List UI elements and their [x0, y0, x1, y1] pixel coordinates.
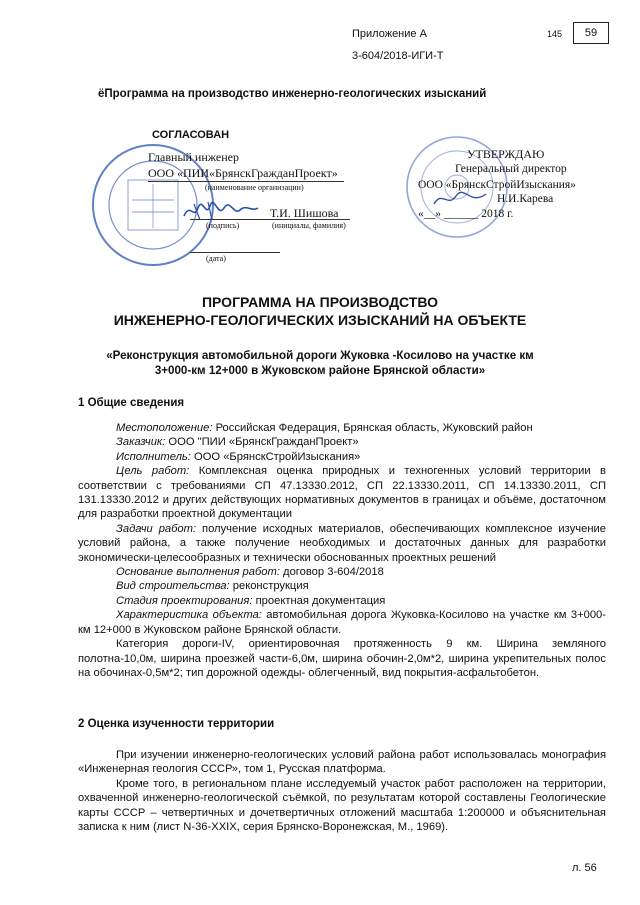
approval-right-name: Н.И.Карева	[497, 193, 554, 205]
approval-left-org: ООО «ПИИ«БрянскГражданПроект»	[148, 166, 344, 182]
approval-left-position: Главный инженер	[148, 150, 239, 164]
category-paragraph: Категория дороги-IV, ориентировочная протяженность 9 км. Ширина земляного полотна-10,0м, ширина проезжей части-6,0м, ширина обочин-2,0м*2, ширина укрепительных полос на обочинах-0,5м*2; тип дорожной одежды- облегченный, вид покрытия-асфальтобетон.	[78, 638, 606, 679]
object-title-line1: «Реконструкция автомобильной дороги Жуковка -Косилово на участке км	[106, 349, 534, 362]
signature-caption: (подпись)	[206, 221, 240, 230]
approval-left-heading: СОГЛАСОВАН	[152, 129, 230, 141]
document-code: 3-604/2018-ИГИ-Т	[352, 50, 444, 62]
section2-paragraph2: Кроме того, в региональном плане исследуемый участок работ расположен на территории, охваченной инженерно-геологической съёмкой, по результатам которой составлены Геологические карты СССР – четвертичных и дочетвертичных отложений масштаба 1:200000 и объяснительная записка к ним (лист N-36-XXIX, серия Брянско-Воронежская, М., 1969).	[78, 777, 606, 834]
object-title-line2: 3+000-км 12+000 в Жуковском районе Брянской области»	[154, 364, 486, 377]
approval-right-date: «__» ______ 2018 г.	[418, 208, 514, 220]
executor-line: Исполнитель: ООО «БрянскСтройИзыскания»	[116, 450, 361, 463]
main-title-line1: ПРОГРАММА НА ПРОИЗВОДСТВО	[201, 294, 439, 310]
section2-body	[78, 748, 606, 834]
section2-heading: 2 Оценка изученности территории	[78, 718, 275, 730]
approval-right-heading: УТВЕРЖДАЮ	[467, 147, 545, 161]
org-caption: (наименование организации)	[205, 183, 304, 192]
signature-line	[190, 219, 350, 220]
customer-line: Заказчик: ООО "ПИИ «БрянскГражданПроект»	[116, 436, 359, 449]
tasks-paragraph: Задачи работ: получение исходных материалов, обеспечивающих комплексное изучение условий района, а также получение необходимых и достаточных данных для разработки экономически-целесообразных и технически обоснованных проектных решений	[78, 522, 606, 564]
page-number-box: 59	[573, 22, 609, 44]
approval-left-name: Т.И. Шишова	[270, 206, 339, 220]
date-caption: (дата)	[206, 254, 226, 263]
name-caption: (инициалы, фамилия)	[272, 221, 346, 230]
section1-heading: 1 Общие сведения	[78, 397, 185, 409]
characteristics-paragraph: Характеристика объекта: автомобильная дорога Жуковка-Косилово на участке км 3+000-км 12+000 в Жуковском районе Брянской области.	[78, 609, 607, 636]
section1-body	[78, 421, 606, 680]
footer-page-number: л. 56	[572, 862, 597, 874]
right-signature	[430, 188, 490, 210]
date-line	[190, 252, 280, 253]
basis-line: Основание выполнения работ: договор 3-604/2018	[116, 566, 384, 579]
sheet-number: 145	[547, 29, 563, 39]
approval-right-org: ООО «БрянскСтройИзыскания»	[418, 179, 576, 191]
section2-paragraph1: При изучении инженерно-геологических условий района работ использовалась монография «Инженерная геология СССР», том 1, Русская платформа.	[78, 749, 606, 776]
approval-right-position: Генеральный директор	[455, 163, 567, 175]
location-line: Местоположение: Российская Федерация, Брянская область, Жуковский район	[116, 422, 533, 434]
appendix-label: Приложение А	[352, 28, 427, 40]
goal-paragraph: Цель работ: Комплексная оценка природных и техногенных условий территории в соответствии с требованиями СП 47.13330.2012, СП 22.13330.2011, СП 14.13330.2011, СП 131.13330.2012 и других действующих нормативных документов в границах и объёме, достаточном для разработки проектной документации	[78, 465, 606, 521]
stage-line: Стадия проектирования: проектная документация	[116, 594, 386, 607]
construction-line: Вид строительства: реконструкция	[116, 580, 309, 593]
document-title: ёПрограмма на производство инженерно-геологических изысканий	[98, 88, 487, 100]
main-title-line2: ИНЖЕНЕРНО-ГЕОЛОГИЧЕСКИХ ИЗЫСКАНИЙ НА ОБЪЕКТЕ	[113, 312, 527, 328]
